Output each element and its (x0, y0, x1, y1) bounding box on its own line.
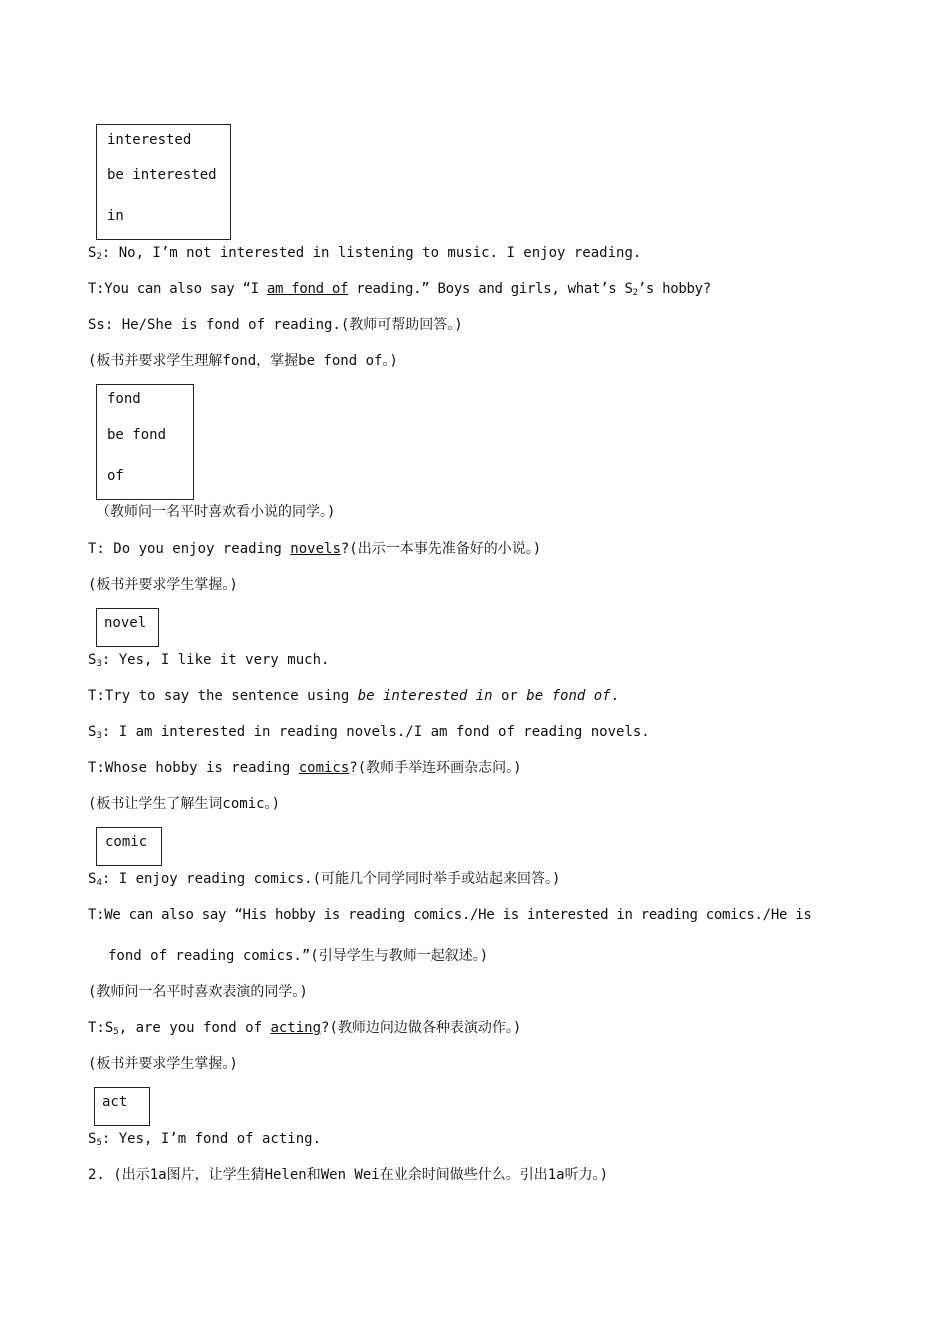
blackboard-box-act (94, 1087, 150, 1126)
box-phrase: be interested (107, 167, 217, 183)
box-word: act (102, 1094, 128, 1110)
box-phrase-end: in (107, 208, 124, 224)
instruction-note: (板书并要求学生掌握。) (88, 1056, 238, 1072)
instruction-note: (板书并要求学生掌握。) (88, 577, 238, 593)
dialogue-line: Ss: He/She is fond of reading.(教师可帮助回答。) (88, 317, 463, 333)
dialogue-line: T:You can also say “I am fond of reading.” Boys and girls, what’s $S_2’s$ hobby? (88, 281, 711, 298)
blackboard-box-comic (96, 827, 162, 866)
dialogue-line: $S_3$: I am interested in reading novels./I am fond of reading novels. (88, 724, 650, 741)
box-word: novel (104, 615, 147, 631)
dialogue-line: $S_4$: I enjoy reading comics.(可能几个同学同时举手或站起来回答。) (88, 871, 561, 888)
box-phrase: be fond (107, 427, 167, 443)
box-word: comic (105, 834, 148, 850)
box-word: interested (107, 132, 192, 148)
dialogue-line: $T:S_5$, are you fond of acting?(教师边问边做各种表演动作。) (88, 1020, 522, 1037)
instruction-note: (教师问一名平时喜欢表演的同学。) (88, 984, 308, 1000)
step-heading: 2. (出示1a图片，让学生猜Helen和Wen Wei在业余时间做些什么。引出1a听力。) (88, 1167, 609, 1183)
dialogue-line: T:Whose hobby is reading comics?(教师手举连环画杂志问。) (88, 760, 522, 776)
blackboard-box-novel (96, 608, 159, 647)
dialogue-line: $S_3$: Yes, I like it very much. (88, 652, 330, 669)
dialogue-line: T:We can also say “His hobby is reading comics./He is interested in reading comics./He is (88, 907, 812, 923)
box-word: fond (107, 391, 141, 407)
dialogue-line: T: Do you enjoy reading novels?(出示一本事先准备好的小说。) (88, 541, 542, 557)
box-phrase-end: of (107, 468, 124, 484)
instruction-note: （教师问一名平时喜欢看小说的同学。) (96, 504, 336, 520)
instruction-note: (板书并要求学生理解fond，掌握be fond of。) (88, 353, 398, 369)
blackboard-box-fond (96, 384, 194, 500)
dialogue-line: T:Try to say the sentence using be interested in or be fond of. (88, 688, 620, 704)
dialogue-line: $S_5$: Yes, I’m fond of acting. (88, 1131, 322, 1148)
instruction-note: (板书让学生了解生词comic。) (88, 796, 281, 812)
blackboard-box-interested (96, 124, 231, 240)
dialogue-line-continued: fond of reading comics.”(引导学生与教师一起叙述。) (108, 948, 489, 964)
dialogue-line: $S_2$: No, I’m not interested in listening to music. I enjoy reading. (88, 245, 642, 262)
